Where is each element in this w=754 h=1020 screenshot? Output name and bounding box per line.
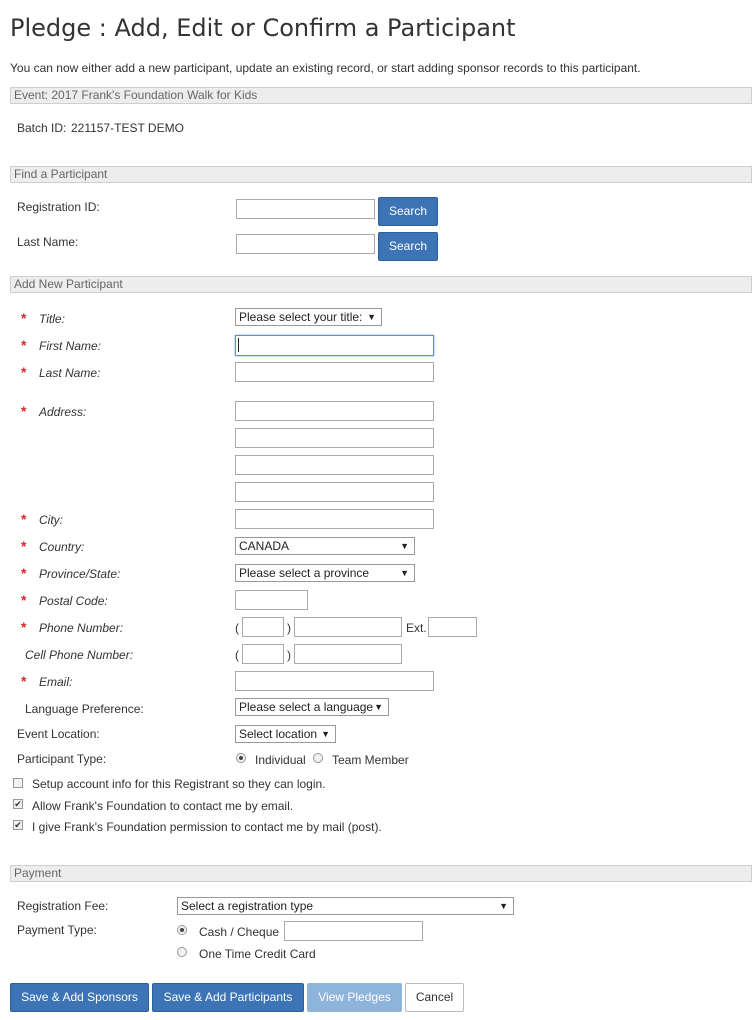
batch-id-value: 221157-TEST DEMO [71,121,184,135]
allow-mail-checkbox[interactable]: ✔ [14,820,22,830]
add-section-header: Add New Participant [10,276,752,293]
paren-open: ( [235,621,239,635]
email-input[interactable] [235,671,434,691]
registration-fee-select[interactable] [177,897,514,915]
credit-card-label: One Time Credit Card [199,947,316,961]
credit-card-radio[interactable] [177,947,187,957]
find-last-name-label: Last Name: [17,235,79,249]
save-add-sponsors-button[interactable]: Save & Add Sponsors [10,983,149,1012]
find-section-header: Find a Participant [10,166,752,183]
allow-email-checkbox[interactable]: ✔ [14,799,22,809]
cell-number-input[interactable] [294,644,402,664]
phone-number-input[interactable] [294,617,402,637]
event-location-label: Event Location: [17,727,100,741]
save-add-participants-button[interactable]: Save & Add Participants [152,983,304,1012]
event-section-header: Event: 2017 Frank's Foundation Walk for Kids [10,87,752,104]
cash-cheque-label: Cash / Cheque [199,925,280,939]
setup-account-label: Setup account info for this Registrant so they can login. [32,777,326,791]
registration-fee-value: Select a registration type [181,899,314,913]
province-select[interactable] [235,564,415,582]
cheque-number-input[interactable] [284,921,423,941]
city-input[interactable] [235,509,434,529]
title-label: Title: [39,312,65,326]
registration-fee-label: Registration Fee: [17,899,109,913]
country-select-value: CANADA [239,539,290,553]
address-line-4-input[interactable] [235,482,434,502]
phone-ext-input[interactable] [428,617,477,637]
address-label: Address: [39,405,87,419]
required-marker: * [21,310,27,326]
registration-id-input[interactable] [236,199,375,219]
page-title: Pledge : Add, Edit or Confirm a Participant [10,14,516,42]
first-name-input[interactable] [235,335,434,356]
language-label: Language Preference: [25,702,144,716]
language-select[interactable] [235,698,389,716]
chevron-down-icon: ▼ [321,729,330,739]
paren-close: ) [287,648,291,662]
search-registration-button[interactable]: Search [378,197,438,226]
chevron-down-icon: ▼ [400,568,409,578]
team-member-radio-label: Team Member [332,753,409,767]
province-label: Province/State: [39,567,121,581]
required-marker: * [21,511,27,527]
allow-mail-label: I give Frank's Foundation permission to contact me by mail (post). [32,820,382,834]
postal-code-input[interactable] [235,590,308,610]
paren-close: ) [287,621,291,635]
payment-type-label: Payment Type: [17,923,97,937]
phone-label: Phone Number: [39,621,124,635]
cell-area-code-input[interactable] [242,644,284,664]
country-label: Country: [39,540,85,554]
phone-area-code-input[interactable] [242,617,284,637]
required-marker: * [21,673,27,689]
required-marker: * [21,403,27,419]
text-caret [238,338,239,352]
country-select[interactable] [235,537,415,555]
required-marker: * [21,565,27,581]
title-select-value: Please select your title: [239,310,363,324]
search-last-name-button[interactable]: Search [378,232,438,261]
city-label: City: [39,513,63,527]
postal-code-label: Postal Code: [39,594,108,608]
paren-open: ( [235,648,239,662]
required-marker: * [21,538,27,554]
last-name-label: Last Name: [39,366,101,380]
individual-radio-label: Individual [255,753,306,767]
province-select-value: Please select a province [239,566,370,580]
required-marker: * [21,337,27,353]
chevron-down-icon: ▼ [499,901,508,911]
title-select[interactable] [235,308,382,326]
language-select-value: Please select a language [239,700,374,714]
chevron-down-icon: ▼ [367,312,376,322]
required-marker: * [21,364,27,380]
last-name-input[interactable] [235,362,434,382]
address-line-3-input[interactable] [235,455,434,475]
participant-type-label: Participant Type: [17,752,107,766]
view-pledges-button[interactable]: View Pledges [307,983,402,1012]
chevron-down-icon: ▼ [374,702,383,712]
event-location-select[interactable] [235,725,336,743]
team-member-radio[interactable] [313,753,323,763]
email-label: Email: [39,675,73,689]
ext-label: Ext. [406,621,427,635]
batch-id-label: Batch ID: [17,121,67,135]
first-name-label: First Name: [39,339,102,353]
chevron-down-icon: ▼ [400,541,409,551]
page-intro: You can now either add a new participant, update an existing record, or start adding sponsor records to this participant. [10,61,641,75]
required-marker: * [21,619,27,635]
allow-email-label: Allow Frank's Foundation to contact me by email. [32,799,294,813]
payment-section-header: Payment [10,865,752,882]
registration-id-label: Registration ID: [17,200,100,214]
cash-cheque-radio[interactable] [177,925,187,935]
event-location-select-value: Select location [239,727,318,741]
address-line-1-input[interactable] [235,401,434,421]
address-line-2-input[interactable] [235,428,434,448]
setup-account-checkbox[interactable] [13,778,23,788]
individual-radio[interactable] [236,753,246,763]
required-marker: * [21,592,27,608]
find-last-name-input[interactable] [236,234,375,254]
cancel-button[interactable]: Cancel [405,983,464,1012]
cell-phone-label: Cell Phone Number: [25,648,134,662]
